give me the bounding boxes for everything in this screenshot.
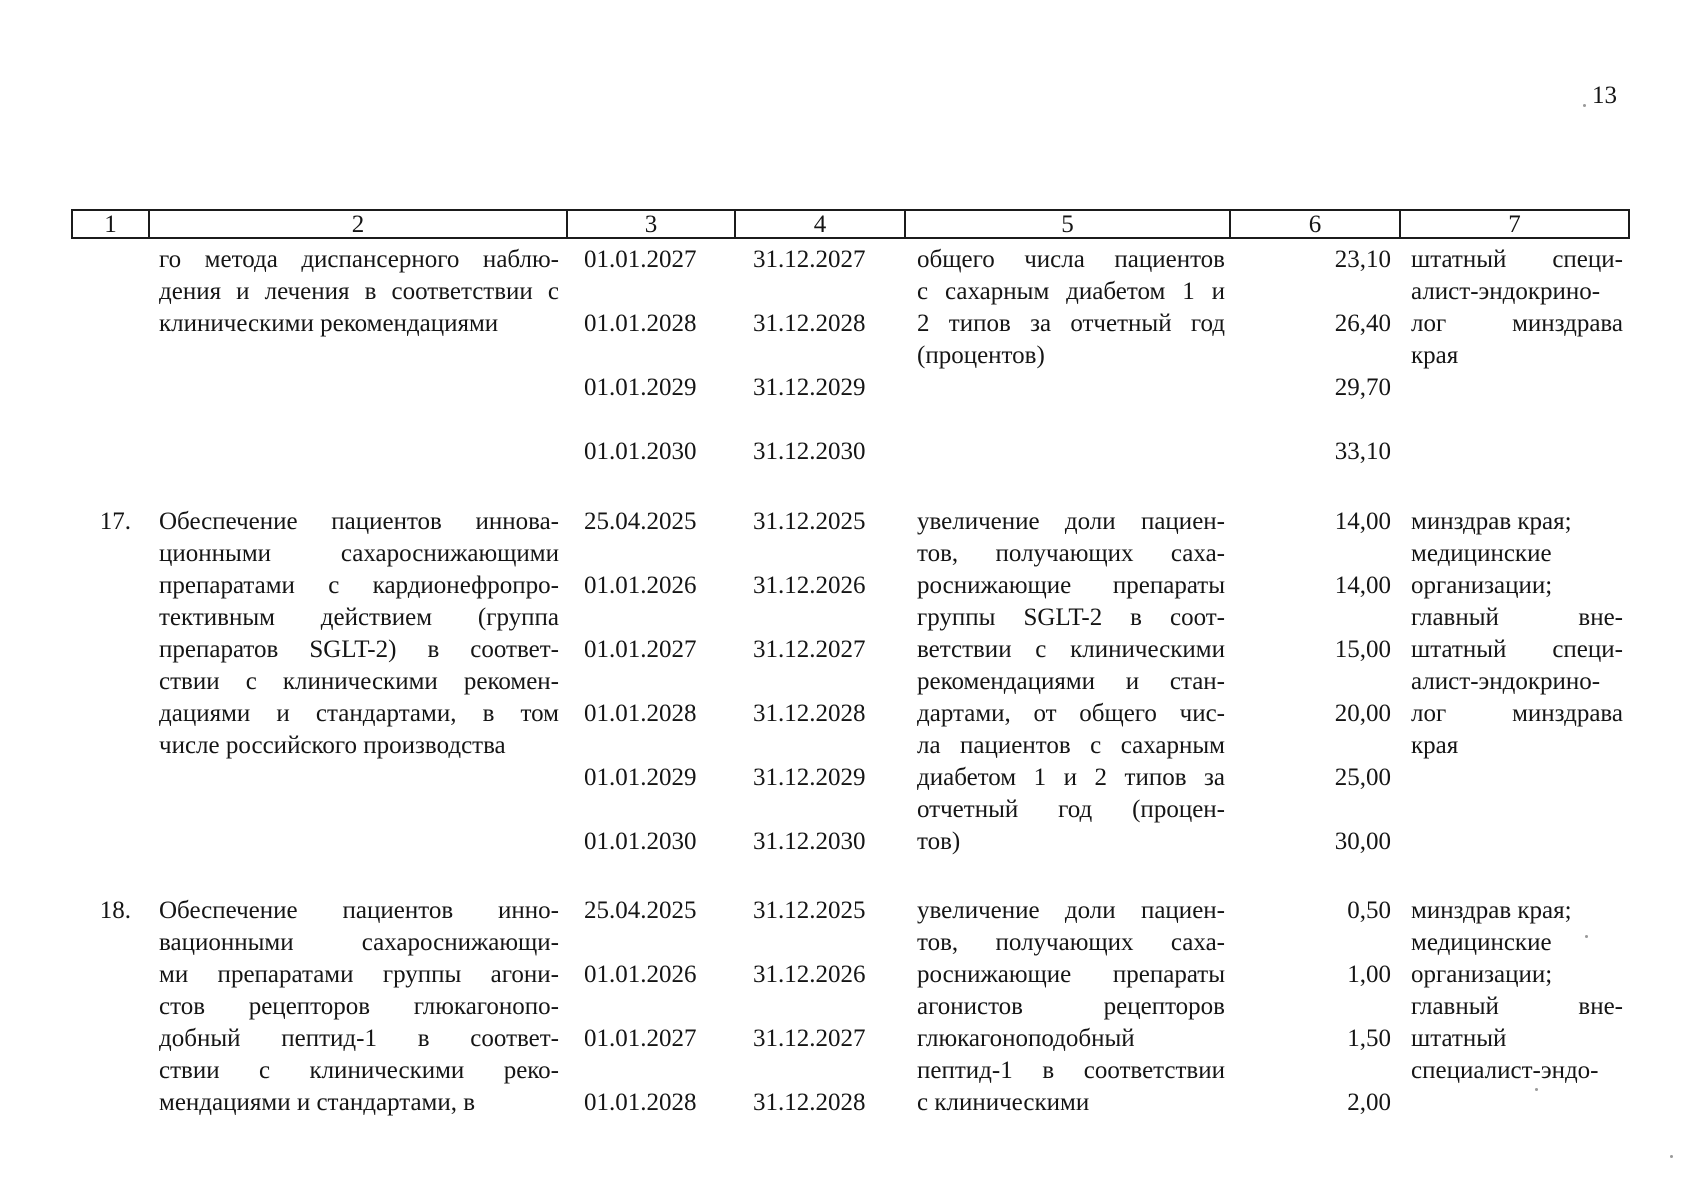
target-value: 26,40 [1334, 310, 1391, 337]
end-date: 31.12.2029 [753, 374, 866, 401]
indicator-line: увеличение доли пациен- [917, 508, 1225, 535]
row-number: 18. [99, 897, 131, 924]
indicator-line: с сахарным диабетом 1 и [917, 278, 1225, 305]
target-value: 15,00 [1334, 636, 1391, 663]
row-number: 17. [99, 508, 131, 535]
column-header-2: 2 [150, 211, 568, 237]
responsible-line: минздрав края; [1411, 508, 1572, 535]
end-date: 31.12.2026 [753, 961, 866, 988]
responsible-text [1411, 506, 1623, 762]
measure-title-line: Обеспечение пациентов иннова- [159, 508, 559, 535]
target-value: 20,00 [1334, 700, 1391, 727]
column-header-5: 5 [906, 211, 1231, 237]
measure-title [159, 506, 559, 762]
end-date: 31.12.2028 [753, 1089, 866, 1116]
end-date: 31.12.2025 [753, 508, 866, 535]
measure-title-line: клиническими рекомендациями [159, 310, 499, 337]
target-value: 23,10 [1334, 246, 1391, 273]
indicator-line: тов, получающих саха- [917, 929, 1225, 956]
responsible-line: медицинские [1411, 540, 1552, 567]
responsible-line: организации; [1411, 961, 1553, 988]
measure-title-line: препаратов SGLT-2) в соответ- [159, 636, 559, 663]
measure-title [159, 895, 559, 1119]
measure-title [159, 244, 559, 340]
start-date: 01.01.2027 [584, 1025, 697, 1052]
responsible-line: организации; [1411, 572, 1553, 599]
indicator-line: роснижающие препараты [917, 572, 1225, 599]
column-header-6: 6 [1231, 211, 1401, 237]
end-date: 31.12.2028 [753, 310, 866, 337]
indicator-text [917, 506, 1225, 858]
measure-title-line: го метода диспансерного наблю- [159, 246, 559, 273]
measure-title-line: стов рецепторов глюкагонопо- [159, 993, 559, 1020]
end-date: 31.12.2026 [753, 572, 866, 599]
measure-title-line: дения и лечения в соответствии с [159, 278, 559, 305]
responsible-line: минздрав края; [1411, 897, 1572, 924]
measure-title-line: ствии с клиническими реко- [159, 1057, 559, 1084]
responsible-line: края [1411, 342, 1459, 369]
responsible-line: медицинские [1411, 929, 1552, 956]
indicator-line: глюкагоноподобный [917, 1025, 1135, 1052]
column-header-4: 4 [736, 211, 906, 237]
measure-title-line: ционными сахароснижающими [159, 540, 559, 567]
responsible-text [1411, 895, 1623, 1087]
target-value: 14,00 [1334, 508, 1391, 535]
indicator-line: тов, получающих саха- [917, 540, 1225, 567]
end-date: 31.12.2025 [753, 897, 866, 924]
target-value: 14,00 [1334, 572, 1391, 599]
responsible-line: специалист-эндо- [1411, 1057, 1599, 1084]
target-value: 0,50 [1347, 897, 1391, 924]
end-date: 31.12.2030 [753, 828, 866, 855]
measure-title-line: мендациями и стандартами, в [159, 1089, 476, 1116]
responsible-line: лог минздрава [1411, 700, 1623, 727]
end-date: 31.12.2029 [753, 764, 866, 791]
responsible-line: алист-эндокрино- [1411, 668, 1601, 695]
column-header-3: 3 [568, 211, 736, 237]
indicator-line: пептид-1 в соответствии [917, 1057, 1225, 1084]
indicator-line: дартами, от общего чис- [917, 700, 1225, 727]
indicator-line: с клиническими [917, 1089, 1090, 1116]
target-value: 33,10 [1334, 438, 1391, 465]
indicator-line: ветствии с клиническими [917, 636, 1225, 663]
target-value: 25,00 [1334, 764, 1391, 791]
page-number: 13 [1592, 82, 1617, 109]
start-date: 01.01.2028 [584, 310, 697, 337]
measure-title-line: тективным действием (группа [159, 604, 559, 631]
end-date: 31.12.2027 [753, 246, 866, 273]
start-date: 01.01.2026 [584, 961, 697, 988]
scan-speck [1535, 1088, 1538, 1091]
responsible-line: штатный специ- [1411, 246, 1623, 273]
column-header-7: 7 [1508, 211, 1521, 238]
indicator-line: диабетом 1 и 2 типов за [917, 764, 1225, 791]
responsible-line: алист-эндокрино- [1411, 278, 1601, 305]
target-value: 2,00 [1347, 1089, 1391, 1116]
start-date: 01.01.2027 [584, 636, 697, 663]
column-header-1: 1 [73, 211, 150, 237]
responsible-line: штатный [1411, 1025, 1507, 1052]
responsible-line: лог минздрава [1411, 310, 1623, 337]
target-value: 29,70 [1334, 374, 1391, 401]
measure-title-line: ми препаратами группы агони- [159, 961, 559, 988]
target-value: 1,50 [1347, 1025, 1391, 1052]
measure-title-line: дациями и стандартами, в том [159, 700, 559, 727]
end-date: 31.12.2028 [753, 700, 866, 727]
start-date: 01.01.2029 [584, 764, 697, 791]
start-date: 01.01.2029 [584, 374, 697, 401]
start-date: 01.01.2028 [584, 700, 697, 727]
responsible-line: главный вне- [1411, 993, 1623, 1020]
scan-speck [1585, 935, 1588, 938]
indicator-line: отчетный год (процен- [917, 796, 1225, 823]
indicator-line: общего числа пациентов [917, 246, 1225, 273]
start-date: 25.04.2025 [584, 897, 697, 924]
scan-speck [1583, 104, 1586, 107]
end-date: 31.12.2027 [753, 636, 866, 663]
target-value: 1,00 [1347, 961, 1391, 988]
end-date: 31.12.2030 [753, 438, 866, 465]
start-date: 01.01.2030 [584, 828, 697, 855]
measure-title-line: Обеспечение пациентов инно- [159, 897, 559, 924]
start-date: 01.01.2028 [584, 1089, 697, 1116]
indicator-line: тов) [917, 828, 961, 855]
responsible-text [1411, 244, 1623, 372]
measure-title-line: числе российского производства [159, 732, 506, 759]
indicator-line: агонистов рецепторов [917, 993, 1225, 1020]
start-date: 25.04.2025 [584, 508, 697, 535]
indicator-line: 2 типов за отчетный год [917, 310, 1225, 337]
indicator-line: (процентов) [917, 342, 1045, 369]
indicator-line: группы SGLT-2 в соот- [917, 604, 1225, 631]
measure-title-line: препаратами с кардионефропро- [159, 572, 559, 599]
indicator-text [917, 244, 1225, 372]
indicator-line: ла пациентов с сахарным [917, 732, 1225, 759]
start-date: 01.01.2030 [584, 438, 697, 465]
measure-title-line: ствии с клиническими рекомен- [159, 668, 559, 695]
start-date: 01.01.2026 [584, 572, 697, 599]
indicator-text [917, 895, 1225, 1119]
start-date: 01.01.2027 [584, 246, 697, 273]
indicator-line: рекомендациями и стан- [917, 668, 1225, 695]
end-date: 31.12.2027 [753, 1025, 866, 1052]
table-body [71, 244, 1630, 1124]
responsible-line: главный вне- [1411, 604, 1623, 631]
responsible-line: края [1411, 732, 1459, 759]
indicator-line: роснижающие препараты [917, 961, 1225, 988]
scan-speck [1670, 1155, 1673, 1158]
measure-title-line: добный пептид-1 в соответ- [159, 1025, 559, 1052]
indicator-line: увеличение доли пациен- [917, 897, 1225, 924]
target-value: 30,00 [1334, 828, 1391, 855]
responsible-line: штатный специ- [1411, 636, 1623, 663]
table-header-row [71, 209, 1630, 239]
measure-title-line: вационными сахароснижающи- [159, 929, 559, 956]
